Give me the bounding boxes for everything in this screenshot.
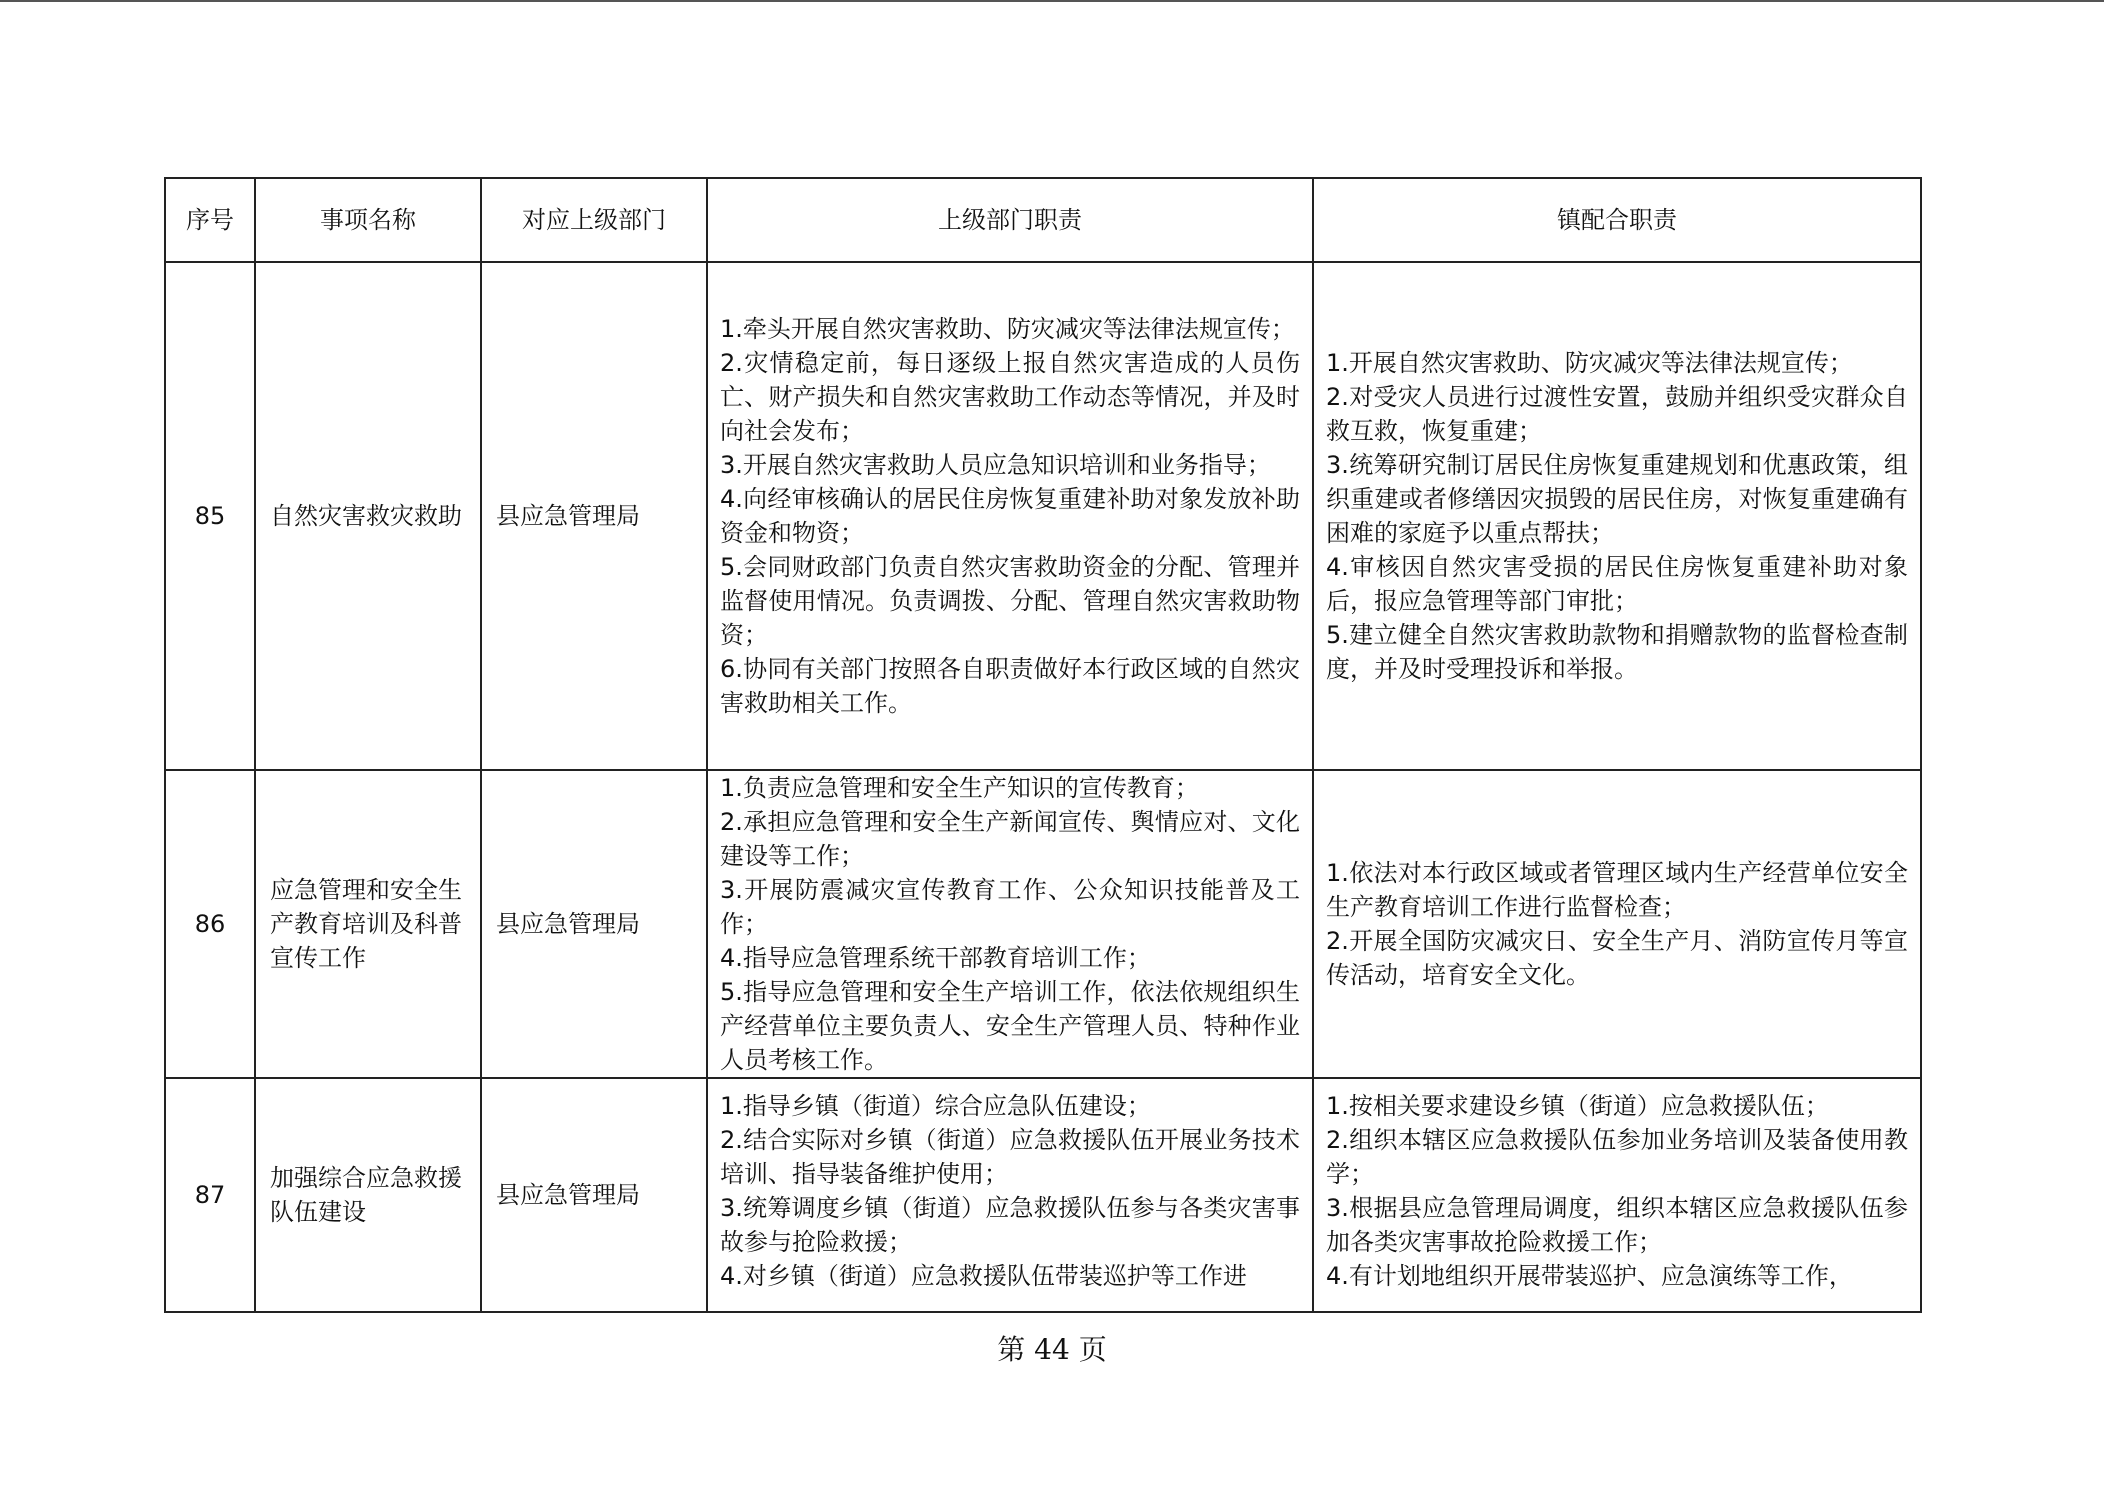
row-town-duties bbox=[1313, 770, 1921, 1078]
row-upper-dept: 县应急管理局 bbox=[481, 1078, 707, 1312]
header-upper-duties: 上级部门职责 bbox=[707, 178, 1313, 262]
page-top-rule bbox=[0, 0, 2104, 2]
row-upper-duties bbox=[707, 770, 1313, 1078]
table-row bbox=[165, 262, 1921, 770]
duty-line: 1.按相关要求建设乡镇（街道）应急救援队伍； bbox=[1326, 1092, 1829, 1120]
page-number: 第 44 页 bbox=[997, 1333, 1107, 1366]
duty-line: 1.指导乡镇（街道）综合应急队伍建设； bbox=[720, 1092, 1151, 1120]
duty-line: 3.开展自然灾害救助人员应急知识培训和业务指导； bbox=[720, 451, 1271, 479]
duty-line: 3.统筹研究制订居民住房恢复重建规划和优惠政策，组织重建或者修缮因灾损毁的居民住房，对恢复重建确有困难的家庭予以重点帮扶； bbox=[1326, 451, 1908, 547]
table-row bbox=[165, 1078, 1921, 1312]
row-upper-duties bbox=[707, 262, 1313, 770]
duty-line: 3.开展防震减灾宣传教育工作、公众知识技能普及工作； bbox=[720, 876, 1300, 938]
row-town-duties bbox=[1313, 1078, 1921, 1312]
duty-line: 1.牵头开展自然灾害救助、防灾减灾等法律法规宣传； bbox=[720, 315, 1295, 343]
duty-line: 4.有计划地组织开展带装巡护、应急演练等工作， bbox=[1326, 1262, 1853, 1290]
row-upper-duties bbox=[707, 1078, 1313, 1312]
row-item-name: 加强综合应急救援队伍建设 bbox=[255, 1078, 481, 1312]
duty-line: 2.灾情稳定前，每日逐级上报自然灾害造成的人员伤亡、财产损失和自然灾害救助工作动态等情况，并及时向社会发布； bbox=[720, 349, 1300, 445]
duty-line: 2.开展全国防灾减灾日、安全生产月、消防宣传月等宣传活动，培育安全文化。 bbox=[1326, 927, 1908, 989]
duty-line: 4.对乡镇（街道）应急救援队伍带装巡护等工作进 bbox=[720, 1262, 1247, 1290]
duty-line: 1.负责应急管理和安全生产知识的宣传教育； bbox=[720, 774, 1199, 802]
row-upper-dept: 县应急管理局 bbox=[481, 770, 707, 1078]
duty-line: 2.结合实际对乡镇（街道）应急救援队伍开展业务技术培训、指导装备维护使用； bbox=[720, 1126, 1300, 1188]
header-seq: 序号 bbox=[165, 178, 255, 262]
duty-line: 2.承担应急管理和安全生产新闻宣传、舆情应对、文化建设等工作； bbox=[720, 808, 1300, 870]
duty-line: 5.建立健全自然灾害救助款物和捐赠款物的监督检查制度，并及时受理投诉和举报。 bbox=[1326, 621, 1908, 683]
row-item-name: 应急管理和安全生产教育培训及科普宣传工作 bbox=[255, 770, 481, 1078]
duty-line: 5.指导应急管理和安全生产培训工作，依法依规组织生产经营单位主要负责人、安全生产管理人员、特种作业人员考核工作。 bbox=[720, 978, 1300, 1074]
header-item-name: 事项名称 bbox=[255, 178, 481, 262]
table-row bbox=[165, 770, 1921, 1078]
header-upper-dept: 对应上级部门 bbox=[481, 178, 707, 262]
duty-line: 3.根据县应急管理局调度，组织本辖区应急救援队伍参加各类灾害事故抢险救援工作； bbox=[1326, 1194, 1908, 1256]
duty-line: 5.会同财政部门负责自然灾害救助资金的分配、管理并监督使用情况。负责调拨、分配、管理自然灾害救助物资； bbox=[720, 553, 1300, 649]
row-seq: 87 bbox=[165, 1078, 255, 1312]
duty-line: 3.统筹调度乡镇（街道）应急救援队伍参与各类灾害事故参与抢险救援； bbox=[720, 1194, 1300, 1256]
row-upper-dept: 县应急管理局 bbox=[481, 262, 707, 770]
duty-line: 1.依法对本行政区域或者管理区域内生产经营单位安全生产教育培训工作进行监督检查； bbox=[1326, 859, 1908, 921]
duty-line: 2.对受灾人员进行过渡性安置，鼓励并组织受灾群众自救互救，恢复重建； bbox=[1326, 383, 1908, 445]
row-item-name: 自然灾害救灾救助 bbox=[255, 262, 481, 770]
table-header-row bbox=[165, 178, 1921, 262]
duty-line: 4.指导应急管理系统干部教育培训工作； bbox=[720, 944, 1151, 972]
duty-line: 4.审核因自然灾害受损的居民住房恢复重建补助对象后，报应急管理等部门审批； bbox=[1326, 553, 1908, 615]
duty-table bbox=[164, 177, 1922, 1313]
duty-line: 4.向经审核确认的居民住房恢复重建补助对象发放补助资金和物资； bbox=[720, 485, 1300, 547]
duty-line: 2.组织本辖区应急救援队伍参加业务培训及装备使用教学； bbox=[1326, 1126, 1908, 1188]
header-town-duties: 镇配合职责 bbox=[1313, 178, 1921, 262]
duty-line: 1.开展自然灾害救助、防灾减灾等法律法规宣传； bbox=[1326, 349, 1853, 377]
row-seq: 85 bbox=[165, 262, 255, 770]
row-town-duties bbox=[1313, 262, 1921, 770]
row-seq: 86 bbox=[165, 770, 255, 1078]
duty-line: 6.协同有关部门按照各自职责做好本行政区域的自然灾害救助相关工作。 bbox=[720, 655, 1300, 717]
